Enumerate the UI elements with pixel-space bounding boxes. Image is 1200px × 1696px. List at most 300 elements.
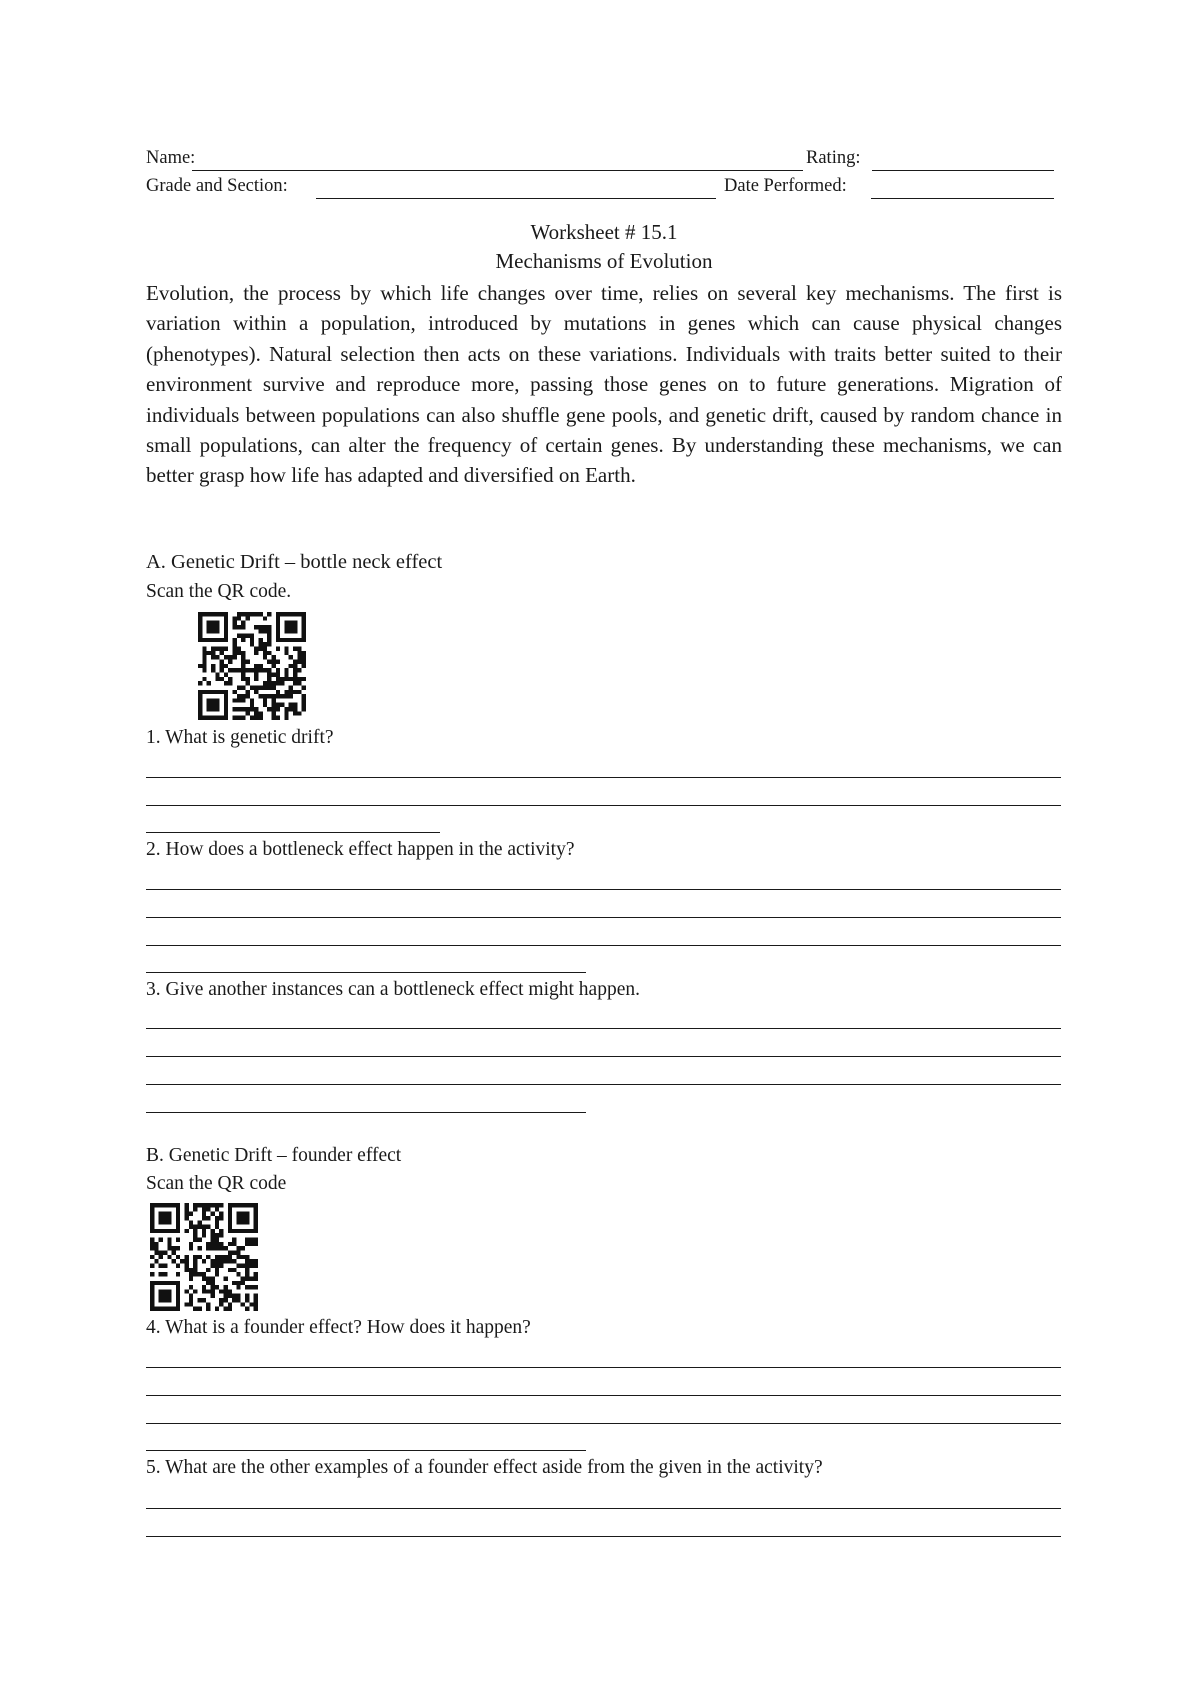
qr-module: [215, 625, 219, 629]
answer-line[interactable]: [146, 1056, 1061, 1057]
qr-module: [228, 655, 232, 659]
qr-module: [159, 1294, 163, 1298]
qr-module: [276, 681, 280, 685]
qr-module: [271, 664, 275, 668]
qr-module: [297, 681, 301, 685]
qr-module: [189, 1268, 193, 1272]
qr-module: [263, 698, 267, 702]
qr-module: [198, 698, 202, 702]
qr-module: [289, 690, 293, 694]
qr-module: [198, 629, 202, 633]
qr-module: [245, 1294, 249, 1298]
qr-module: [176, 1255, 180, 1259]
qr-module: [211, 707, 215, 711]
qr-module: [246, 660, 250, 664]
qr-module: [219, 1259, 223, 1263]
qr-module: [249, 1242, 253, 1246]
qr-module: [198, 707, 202, 711]
qr-module: [246, 634, 250, 638]
qr-module: [284, 711, 288, 715]
qr-module: [193, 1233, 197, 1237]
qr-module: [150, 1272, 154, 1276]
qr-module: [185, 1302, 189, 1306]
qr-module: [172, 1246, 176, 1250]
qr-module: [228, 1307, 232, 1311]
qr-module: [206, 1203, 210, 1207]
qr-module: [154, 1229, 158, 1233]
qr-module: [198, 638, 202, 642]
qr-module: [293, 711, 297, 715]
qr-module: [263, 681, 267, 685]
qr-module: [163, 1294, 167, 1298]
qr-module: [249, 1263, 253, 1267]
qr-module: [233, 625, 237, 629]
qr-module: [193, 1272, 197, 1276]
qr-module: [154, 1259, 158, 1263]
answer-line[interactable]: [146, 1508, 1061, 1509]
answer-line[interactable]: [146, 1028, 1061, 1029]
qr-module: [198, 616, 202, 620]
qr-module: [263, 651, 267, 655]
qr-module: [241, 1255, 245, 1259]
qr-module: [202, 1212, 206, 1216]
qr-module: [271, 660, 275, 664]
qr-module: [302, 634, 306, 638]
qr-module: [185, 1263, 189, 1267]
qr-module: [237, 668, 241, 672]
qr-module: [246, 694, 250, 698]
qr-module: [263, 647, 267, 651]
qr-module: [211, 698, 215, 702]
qr-module: [297, 677, 301, 681]
qr-module: [276, 629, 280, 633]
qr-code-bottleneck[interactable]: [198, 612, 306, 720]
qr-module: [293, 703, 297, 707]
qr-module: [302, 677, 306, 681]
qr-module: [263, 694, 267, 698]
qr-module: [233, 647, 237, 651]
qr-module: [219, 1246, 223, 1250]
qr-module: [267, 707, 271, 711]
qr-module: [223, 1255, 227, 1259]
qr-module: [267, 642, 271, 646]
qr-module: [241, 1229, 245, 1233]
qr-module: [249, 1259, 253, 1263]
qr-module: [284, 621, 288, 625]
qr-module: [167, 1255, 171, 1259]
qr-module: [189, 1246, 193, 1250]
qr-module: [254, 625, 258, 629]
answer-line[interactable]: [146, 1367, 1061, 1368]
qr-module: [167, 1307, 171, 1311]
qr-module: [215, 1246, 219, 1250]
qr-module: [302, 616, 306, 620]
qr-module: [185, 1216, 189, 1220]
qr-module: [215, 698, 219, 702]
qr-module: [154, 1246, 158, 1250]
qr-module: [223, 1307, 227, 1311]
qr-module: [237, 616, 241, 620]
qr-module: [263, 629, 267, 633]
qr-module: [185, 1212, 189, 1216]
qr-module: [150, 1289, 154, 1293]
qr-module: [284, 677, 288, 681]
qr-module: [241, 672, 245, 676]
qr-module: [224, 672, 228, 676]
qr-module: [280, 638, 284, 642]
qr-module: [206, 1268, 210, 1272]
qr-module: [185, 1255, 189, 1259]
qr-module: [241, 694, 245, 698]
qr-module: [254, 690, 258, 694]
qr-module: [228, 1216, 232, 1220]
qr-module: [289, 621, 293, 625]
qr-module: [193, 1289, 197, 1293]
qr-module: [258, 612, 262, 616]
answer-line[interactable]: [146, 972, 586, 973]
qr-module: [206, 1289, 210, 1293]
qr-module: [207, 690, 211, 694]
qr-module: [223, 1259, 227, 1263]
qr-module: [219, 1212, 223, 1216]
qr-module: [202, 612, 206, 616]
grade-section-blank: [316, 198, 716, 199]
qr-module: [237, 647, 241, 651]
qr-module: [258, 694, 262, 698]
qr-module: [224, 625, 228, 629]
qr-module: [220, 647, 224, 651]
qr-module: [176, 1207, 180, 1211]
qr-module: [202, 1298, 206, 1302]
qr-module: [232, 1268, 236, 1272]
qr-module: [224, 698, 228, 702]
qr-module: [167, 1212, 171, 1216]
qr-module: [241, 677, 245, 681]
qr-module: [159, 1216, 163, 1220]
qr-module: [284, 694, 288, 698]
qr-module: [202, 690, 206, 694]
qr-module: [220, 668, 224, 672]
answer-line[interactable]: [146, 805, 1061, 806]
qr-module: [267, 651, 271, 655]
qr-module: [176, 1294, 180, 1298]
qr-module: [293, 625, 297, 629]
qr-module: [207, 612, 211, 616]
qr-module: [254, 1298, 258, 1302]
qr-module: [159, 1272, 163, 1276]
qr-module: [150, 1298, 154, 1302]
qr-module: [267, 629, 271, 633]
qr-module: [302, 703, 306, 707]
qr-module: [241, 1220, 245, 1224]
qr-module: [241, 1246, 245, 1250]
answer-line[interactable]: [146, 917, 1061, 918]
qr-module: [276, 690, 280, 694]
qr-module: [289, 694, 293, 698]
qr-module: [215, 647, 219, 651]
qr-module: [276, 716, 280, 720]
qr-module: [297, 690, 301, 694]
qr-module: [302, 660, 306, 664]
qr-module: [302, 629, 306, 633]
qr-module: [267, 625, 271, 629]
qr-module: [228, 681, 232, 685]
qr-module: [232, 1238, 236, 1242]
qr-module: [215, 1268, 219, 1272]
qr-module: [224, 707, 228, 711]
question-2: 2. How does a bottleneck effect happen in the activity?: [146, 839, 575, 860]
qr-module: [245, 1307, 249, 1311]
qr-module: [220, 660, 224, 664]
qr-module: [254, 1263, 258, 1267]
qr-module: [254, 1272, 258, 1276]
qr-module: [193, 1229, 197, 1233]
answer-line[interactable]: [146, 945, 1061, 946]
qr-module: [297, 655, 301, 659]
qr-module: [233, 698, 237, 702]
qr-module: [236, 1229, 240, 1233]
qr-module: [263, 685, 267, 689]
qr-module: [193, 1238, 197, 1242]
answer-line[interactable]: [146, 832, 440, 833]
qr-module: [237, 625, 241, 629]
answer-line[interactable]: [146, 1450, 586, 1451]
qr-module: [245, 1285, 249, 1289]
qr-module: [223, 1298, 227, 1302]
qr-module: [280, 694, 284, 698]
question-3: 3. Give another instances can a bottleneck effect might happen.: [146, 979, 640, 1000]
name-label: Name:: [146, 148, 196, 168]
qr-module: [220, 677, 224, 681]
qr-module: [215, 621, 219, 625]
qr-module: [176, 1216, 180, 1220]
qr-module: [159, 1238, 163, 1242]
qr-module: [228, 660, 232, 664]
qr-module: [237, 651, 241, 655]
qr-module: [302, 664, 306, 668]
qr-module: [228, 1203, 232, 1207]
qr-module: [215, 629, 219, 633]
qr-module: [198, 1255, 202, 1259]
qr-module: [202, 638, 206, 642]
answer-line[interactable]: [146, 1423, 1061, 1424]
answer-line[interactable]: [146, 1395, 1061, 1396]
qr-code-founder[interactable]: [150, 1203, 258, 1311]
answer-line[interactable]: [146, 1536, 1061, 1537]
qr-module: [219, 1289, 223, 1293]
qr-module: [228, 1289, 232, 1293]
qr-module: [232, 1203, 236, 1207]
qr-module: [224, 638, 228, 642]
qr-module: [176, 1220, 180, 1224]
qr-module: [284, 647, 288, 651]
section-b-heading: B. Genetic Drift – founder effect: [146, 1145, 402, 1166]
qr-module: [150, 1307, 154, 1311]
qr-module: [150, 1207, 154, 1211]
qr-module: [163, 1272, 167, 1276]
qr-module: [254, 1276, 258, 1280]
qr-module: [202, 664, 206, 668]
qr-module: [254, 1302, 258, 1306]
qr-module: [189, 1276, 193, 1280]
qr-module: [210, 1229, 214, 1233]
qr-module: [233, 616, 237, 620]
answer-line[interactable]: [146, 889, 1061, 890]
qr-module: [293, 677, 297, 681]
qr-module: [284, 629, 288, 633]
qr-module: [267, 677, 271, 681]
qr-module: [236, 1272, 240, 1276]
date-performed-blank: [871, 198, 1054, 199]
qr-module: [237, 612, 241, 616]
qr-module: [198, 711, 202, 715]
qr-module: [223, 1289, 227, 1293]
qr-module: [250, 634, 254, 638]
qr-module: [224, 694, 228, 698]
qr-module: [232, 1294, 236, 1298]
qr-module: [150, 1212, 154, 1216]
qr-module: [176, 1298, 180, 1302]
qr-module: [215, 1263, 219, 1267]
qr-module: [202, 1259, 206, 1263]
qr-module: [202, 1203, 206, 1207]
qr-module: [198, 634, 202, 638]
qr-module: [198, 690, 202, 694]
qr-module: [189, 1220, 193, 1224]
qr-module: [167, 1216, 171, 1220]
qr-module: [150, 1302, 154, 1306]
qr-module: [276, 612, 280, 616]
qr-module: [198, 1220, 202, 1224]
qr-module: [236, 1294, 240, 1298]
qr-module: [228, 1229, 232, 1233]
qr-module: [289, 629, 293, 633]
qr-module: [211, 703, 215, 707]
qr-module: [167, 1229, 171, 1233]
qr-module: [202, 1289, 206, 1293]
qr-module: [207, 638, 211, 642]
qr-module: [245, 1272, 249, 1276]
qr-module: [284, 625, 288, 629]
qr-module: [176, 1263, 180, 1267]
qr-module: [293, 672, 297, 676]
qr-module: [198, 664, 202, 668]
qr-module: [233, 655, 237, 659]
qr-module: [258, 629, 262, 633]
qr-module: [167, 1294, 171, 1298]
qr-module: [202, 655, 206, 659]
answer-line[interactable]: [146, 1084, 1061, 1085]
qr-module: [237, 707, 241, 711]
qr-module: [289, 655, 293, 659]
qr-module: [189, 1302, 193, 1306]
qr-module: [245, 1212, 249, 1216]
qr-module: [250, 685, 254, 689]
qr-module: [202, 1272, 206, 1276]
qr-module: [284, 668, 288, 672]
qr-module: [210, 1203, 214, 1207]
qr-module: [167, 1289, 171, 1293]
qr-module: [254, 711, 258, 715]
qr-module: [224, 690, 228, 694]
qr-module: [276, 638, 280, 642]
qr-module: [202, 1233, 206, 1237]
qr-module: [215, 690, 219, 694]
qr-module: [254, 685, 258, 689]
qr-module: [254, 612, 258, 616]
qr-module: [236, 1255, 240, 1259]
qr-module: [206, 1216, 210, 1220]
qr-module: [254, 651, 258, 655]
qr-module: [293, 629, 297, 633]
qr-module: [267, 685, 271, 689]
qr-module: [224, 621, 228, 625]
qr-module: [228, 677, 232, 681]
qr-module: [233, 638, 237, 642]
date-performed-label: Date Performed:: [724, 176, 847, 196]
qr-module: [211, 690, 215, 694]
qr-module: [207, 625, 211, 629]
qr-module: [246, 690, 250, 694]
answer-line[interactable]: [146, 777, 1061, 778]
qr-module: [233, 707, 237, 711]
qr-module: [280, 681, 284, 685]
qr-module: [154, 1242, 158, 1246]
qr-module: [167, 1242, 171, 1246]
answer-line[interactable]: [146, 1112, 586, 1113]
qr-module: [215, 677, 219, 681]
qr-module: [250, 707, 254, 711]
qr-module: [297, 651, 301, 655]
qr-module: [297, 660, 301, 664]
qr-module: [202, 1207, 206, 1211]
qr-module: [267, 638, 271, 642]
qr-module: [224, 616, 228, 620]
qr-module: [224, 664, 228, 668]
qr-module: [236, 1285, 240, 1289]
qr-module: [211, 651, 215, 655]
qr-module: [219, 1302, 223, 1306]
qr-module: [276, 672, 280, 676]
qr-module: [207, 703, 211, 707]
qr-module: [198, 621, 202, 625]
qr-module: [258, 716, 262, 720]
qr-module: [220, 612, 224, 616]
qr-module: [297, 647, 301, 651]
qr-module: [215, 1259, 219, 1263]
qr-module: [276, 707, 280, 711]
qr-module: [241, 612, 245, 616]
qr-module: [232, 1298, 236, 1302]
qr-module: [224, 612, 228, 616]
qr-module: [180, 1259, 184, 1263]
qr-module: [185, 1289, 189, 1293]
qr-module: [223, 1276, 227, 1280]
qr-module: [185, 1203, 189, 1207]
qr-module: [215, 1203, 219, 1207]
qr-module: [280, 703, 284, 707]
qr-module: [245, 1298, 249, 1302]
intro-paragraph: Evolution, the process by which life changes over time, relies on several key mechanisms. The first is variation within a population, introduced by mutations in genes which can cause physical changes (phenotypes). Natural selection then acts on these variations. Individuals with traits better suited to their environment survive and reproduce more, passing those genes on to future generations. Migration of individuals between populations can also shuffle gene pools, and genetic drift, caused by random chance in small populations, can alter the frequency of certain genes. By understanding these mechanisms, we can better grasp how life has adapted and diversified on Earth.: [146, 281, 1062, 488]
qr-module: [241, 1212, 245, 1216]
qr-module: [172, 1203, 176, 1207]
qr-module: [271, 711, 275, 715]
qr-module: [284, 612, 288, 616]
qr-module: [246, 677, 250, 681]
qr-module: [202, 677, 206, 681]
qr-module: [167, 1298, 171, 1302]
qr-module: [293, 681, 297, 685]
